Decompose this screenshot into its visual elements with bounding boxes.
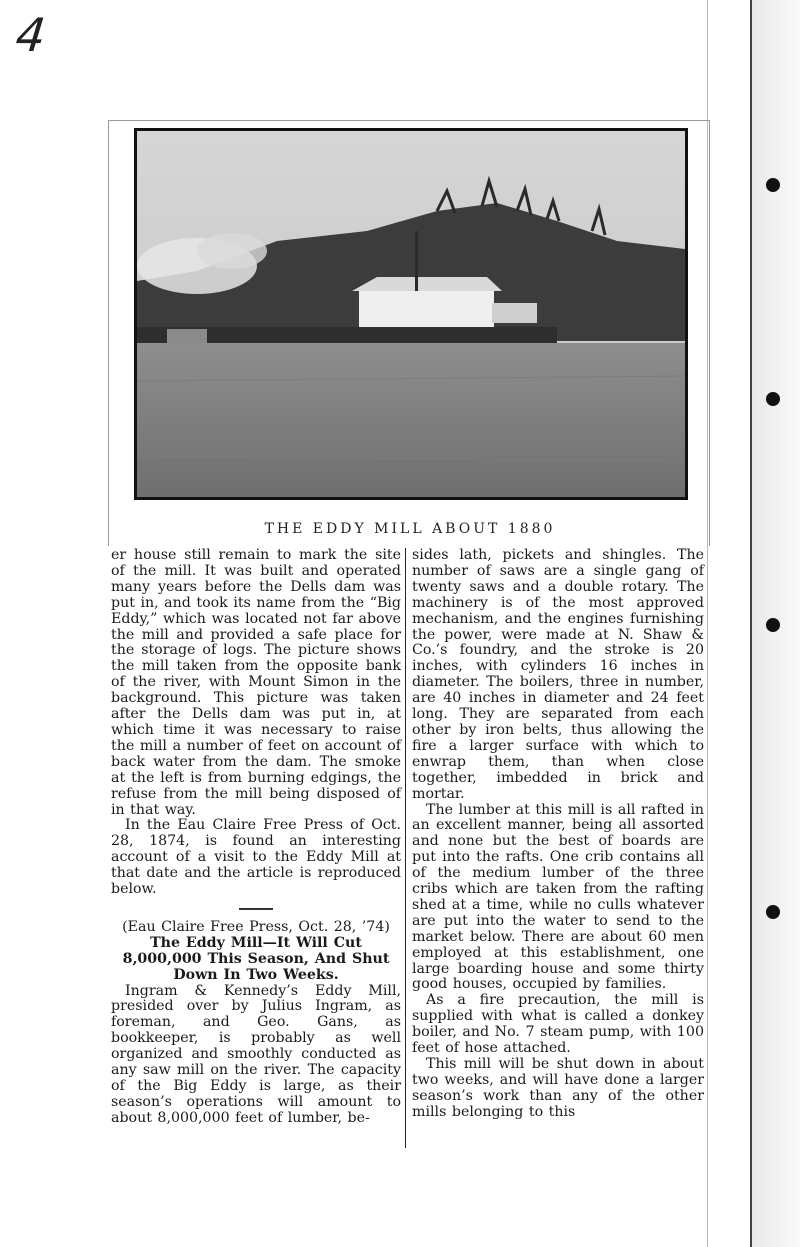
paragraph: The lumber at this mill is all rafted in an excellent manner, being all assorted and none but the best of boards are put into the rafts. One crib contains all of the medium lumber of the three cribs which are taken from the rafting shed at a time, while no culls whatever are put into the water to send to the market below. There are about 60 men employed at this establishment, one large boarding house and some thirty good houses, occupied by families. bbox=[412, 801, 704, 993]
article-attribution: (Eau Claire Free Press, Oct. 28, ’74) bbox=[122, 918, 390, 935]
right-text-column bbox=[412, 548, 704, 1121]
paragraph: As a fire precaution, the mill is supplied with what is called a donkey boiler, and No. 7 steam pump, with 100 feet of hose attached. bbox=[412, 992, 704, 1057]
left-text-column bbox=[111, 548, 401, 1127]
paragraph: In the Eau Claire Free Press of Oct. 28, 1874, is found an interesting account of a visit to the Eddy Mill at that date and the article is reproduced below. bbox=[111, 817, 401, 898]
binder-hole-icon bbox=[766, 178, 780, 192]
article-headline: The Eddy Mill—It Will Cut 8,000,000 This Season, And Shut Down In Two Weeks. bbox=[122, 934, 390, 983]
paragraph: er house still remain to mark the site of the mill. It was built and operated many years before the Dells dam was put in, and took its name from the “Big Eddy,” which was located not far above the mill and provided a safe place for the storage of logs. The picture shows the mill taken from the opposite bank of the river, with Mount Simon in the background. This picture was taken after the Dells dam was put in, at which time it was necessary to raise the mill a number of feet on account of back water from the dam. The smoke at the left is from burning edgings, the refuse from the mill being disposed of in that way. bbox=[111, 547, 401, 818]
photograph-icon bbox=[137, 131, 685, 497]
column-rule bbox=[405, 548, 406, 1148]
binder-hole-icon bbox=[766, 905, 780, 919]
photo-caption: THE EDDY MILL ABOUT 1880 bbox=[264, 521, 556, 537]
divider-rule bbox=[239, 908, 273, 910]
binder-hole-icon bbox=[766, 618, 780, 632]
mill-photograph bbox=[134, 128, 688, 500]
page-number: 4 bbox=[13, 8, 49, 62]
binder-hole-icon bbox=[766, 392, 780, 406]
paragraph: This mill will be shut down in about two weeks, and will have done a larger season’s work than any of the other mills belonging to this bbox=[412, 1056, 704, 1120]
paragraph: sides lath, pickets and shingles. The number of saws are a single gang of twenty saws and a double rotary. The machinery is of the most approved mechanism, and the engines furnishing the power, were made at N. Shaw & Co.’s foundry, and the stroke is 20 inches, with cylinders 16 inches in diameter. The boilers, three in number, are 40 inches in diameter and 24 feet long. They are separated from each other by iron belts, thus allowing the fire a larger surface with which to enwrap them, than when close together, imbedded in brick and mortar. bbox=[412, 547, 704, 802]
paragraph: Ingram & Kennedy’s Eddy Mill, presided over by Julius Ingram, as foreman, and Geo. Gans, as bookkeeper, is probably as well organized and smoothly conducted as any saw mill on the river. The capacity of the Big Eddy is large, as their season’s operations will amount to about 8,000,000 feet of lumber, be- bbox=[111, 982, 401, 1126]
